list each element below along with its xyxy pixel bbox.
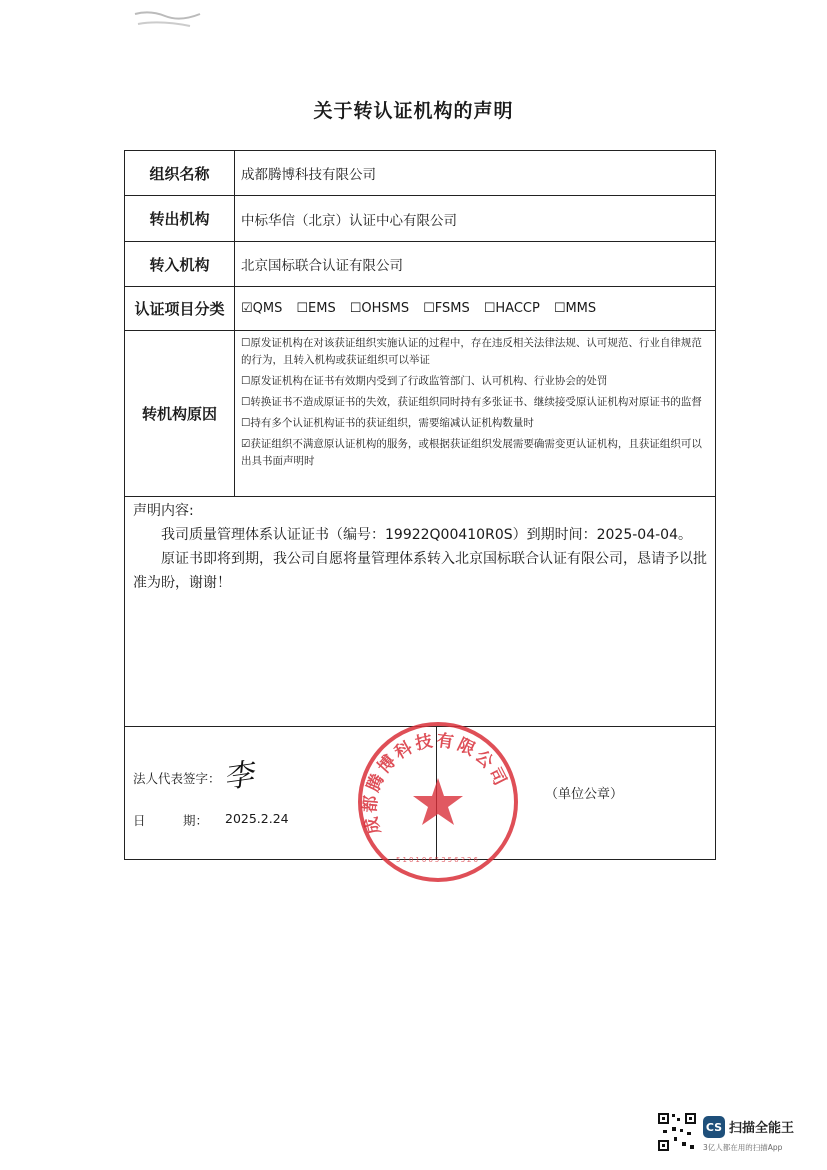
transfer-in-value: 北京国标联合认证有限公司 — [241, 258, 403, 274]
scope-ohsms-checkbox: ☐OHSMS — [349, 301, 410, 316]
camscanner-logo-icon: CS — [703, 1116, 725, 1138]
scanner-watermark — [657, 1112, 817, 1162]
declaration-heading: 声明内容: — [133, 503, 194, 519]
camscanner-tagline: 3亿人都在用的扫描App — [703, 1143, 783, 1152]
svg-text:5101065356326: 5101065356326 — [396, 856, 480, 864]
reason-item-5: ☑获证组织不满意原认证机构的服务，或根据获证组织发展需要确需变更认证机构，且获证组织可以出具书面声明时 — [241, 438, 702, 467]
scope-mms-checkbox: ☐MMS — [553, 301, 597, 316]
svg-text:成都腾博科技有限公司: 成都腾博科技有限公司 — [360, 730, 512, 837]
reason-item-1: ☐原发证机构在对该获证组织实施认证的过程中，存在违反相关法律法规、认可规范、行业自律规范的行为，且转入机构或获证组织可以举证 — [241, 337, 702, 366]
scope-label: 认证项目分类 — [125, 287, 235, 330]
qr-code-icon — [657, 1112, 697, 1152]
organization-label: 组织名称 — [125, 151, 235, 195]
transfer-out-label: 转出机构 — [125, 196, 235, 241]
organization-value: 成都腾博科技有限公司 — [241, 167, 376, 183]
date-label: 日 期： — [133, 813, 209, 828]
scope-haccp-checkbox: ☐HACCP — [483, 301, 540, 316]
camscanner-name: 扫描全能王 — [729, 1121, 795, 1136]
transfer-out-value: 中标华信（北京）认证中心有限公司 — [241, 212, 457, 229]
declaration-line-2: 原证书即将到期，我公司自愿将量管理体系转入北京国标联合认证有限公司，恳请予以批准为盼，谢谢！ — [133, 551, 707, 591]
row-scope — [125, 287, 715, 331]
transfer-in-label: 转入机构 — [125, 242, 235, 286]
reason-item-2: ☐原发证机构在证书有效期内受到了行政监管部门、认可机构、行业协会的处罚 — [241, 375, 608, 387]
reason-list — [241, 335, 711, 474]
row-reasons — [125, 331, 715, 497]
company-seal-stamp — [348, 712, 528, 892]
row-transfer-in — [125, 242, 715, 287]
signature-label: 法人代表签字： — [133, 771, 221, 786]
scope-values — [235, 287, 715, 330]
row-organization — [125, 151, 715, 196]
declaration-line-1: 我司质量管理体系认证证书（编号：19922Q00410R0S）到期时间：2025-04-04。 — [161, 527, 692, 543]
reason-label: 转机构原因 — [125, 331, 235, 496]
scan-artifact-marks — [130, 0, 230, 30]
document-title: 关于转认证机构的声明 — [313, 100, 514, 122]
reason-item-4: ☐持有多个认证机构证书的获证组织，需要缩减认证机构数量时 — [241, 417, 534, 429]
reason-item-3: ☐转换证书不造成原证书的失效，获证组织同时持有多张证书、继续接受原认证机构对原证书的监督 — [241, 396, 702, 408]
row-transfer-out — [125, 196, 715, 242]
scope-fsms-checkbox: ☐FSMS — [423, 301, 470, 316]
handwritten-signature: 李 — [221, 757, 256, 796]
unit-seal-label: （单位公章） — [545, 787, 624, 802]
date-value: 2025.2.24 — [225, 811, 289, 826]
declaration-section — [125, 497, 715, 727]
scope-ems-checkbox: ☐EMS — [296, 301, 336, 316]
scope-qms-checkbox: ☑QMS — [241, 301, 283, 316]
